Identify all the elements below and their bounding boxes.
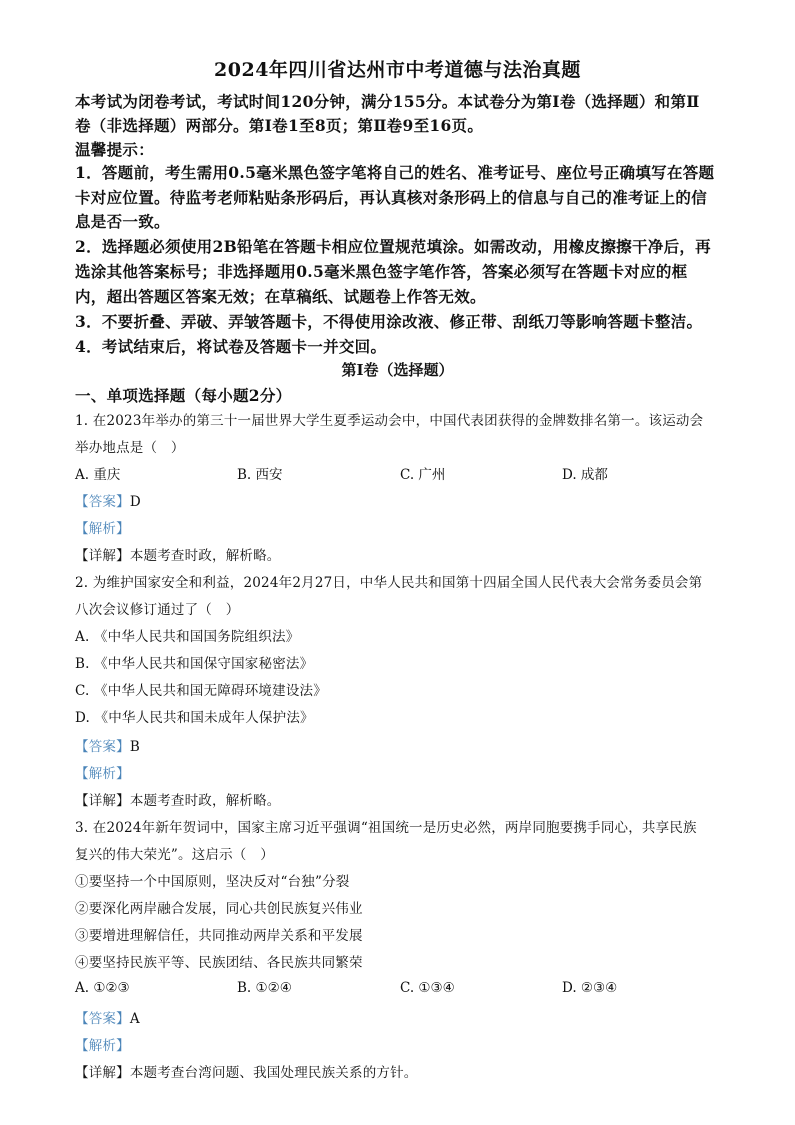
part-heading: 第Ⅰ卷（选择题）: [341, 361, 454, 379]
q2-analysis-label: 【解析】: [75, 766, 130, 782]
q2-option-d: D. 《中华人民共和国未成年人保护法》: [75, 710, 314, 726]
intro-line-2: 卷（非选择题）两部分。第Ⅰ卷1至8页；第Ⅱ卷9至16页。: [75, 116, 484, 135]
tip-line-3: 息是否一致。: [75, 212, 170, 231]
q2-detail-row: [75, 789, 281, 809]
q3-statement-2: ②要深化两岸融合发展，同心共创民族复兴伟业: [75, 901, 363, 917]
q2-answer-row: [75, 735, 140, 755]
tip-line-4: 2．选择题必须使用2B铅笔在答题卡相应位置规范填涂。如需改动，用橡皮擦擦干净后，再: [75, 237, 711, 256]
q1-option-d: D. 成都: [562, 467, 608, 483]
page-title: 2024年四川省达州市中考道德与法治真题: [214, 59, 581, 81]
intro-line-1: 本考试为闭卷考试，考试时间120分钟，满分155分。本试卷分为第Ⅰ卷（选择题）和第Ⅱ: [75, 92, 700, 111]
q3-statement-4: ④要坚持民族平等、民族团结、各民族共同繁荣: [75, 955, 363, 971]
tip-line-6: 内，超出答题区答案无效；在草稿纸、试题卷上作答无效。: [75, 287, 486, 306]
q1-answer-value: D: [129, 494, 141, 510]
tip-line-8: 4．考试结束后，将试卷及答题卡一并交回。: [75, 337, 387, 356]
q3-stem-line-1: 3. 在2024年新年贺词中，国家主席习近平强调“祖国统一是历史必然，两岸同胞要携手同心，共享民族: [75, 820, 697, 836]
q1-option-a: A. 重庆: [75, 467, 121, 483]
tip-line-7: 3．不要折叠、弄破、弄皱答题卡，不得使用涂改液、修正带、刮纸刀等影响答题卡整洁。: [75, 312, 703, 331]
q2-option-b: B. 《中华人民共和国保守国家秘密法》: [75, 656, 314, 672]
q1-detail-row: [75, 544, 281, 564]
tips-heading: 温馨提示：: [75, 140, 155, 159]
q3-answer-row: [75, 1007, 140, 1027]
tip-line-2: 卡对应位置。待监考老师粘贴条形码后，再认真核对条形码上的信息与自己的准考证上的信: [75, 188, 708, 207]
detail-label: 【详解】: [75, 793, 130, 809]
q2-option-a: A. 《中华人民共和国国务院组织法》: [75, 629, 300, 645]
q3-statement-1: ①要坚持一个中国原则，坚决反对“台独”分裂: [75, 874, 350, 890]
q2-option-c: C. 《中华人民共和国无障碍环境建设法》: [75, 683, 327, 699]
q1-stem-line-2: 举办地点是（ ）: [75, 440, 185, 456]
q2-stem-line-1: 2. 为维护国家安全和利益，2024年2月27日，中华人民共和国第十四届全国人民代表大会常务委员会第: [75, 575, 703, 591]
q2-stem-line-2: 八次会议修订通过了（ ）: [75, 602, 240, 618]
tip-line-5: 选涂其他答案标号；非选择题用0.5毫米黑色签字笔作答，答案必须写在答题卡对应的框: [75, 262, 688, 281]
detail-label: 【详解】: [75, 548, 130, 564]
q1-stem-line-1: 1. 在2023年举办的第三十一届世界大学生夏季运动会中，中国代表团获得的金牌数排名第一。该运动会: [75, 413, 704, 429]
q2-answer-value: B: [129, 739, 140, 755]
answer-label: 【答案】: [75, 1011, 130, 1027]
section-heading: 一、单项选择题（每小题2分）: [75, 386, 292, 405]
q1-analysis-label: 【解析】: [75, 521, 130, 537]
q3-stem-line-2: 复兴的伟大荣光”。这启示（ ）: [75, 847, 274, 863]
tip-line-1: 1．答题前，考生需用0.5毫米黑色签字笔将自己的姓名、准考证号、座位号正确填写在答题: [75, 163, 715, 182]
answer-label: 【答案】: [75, 494, 130, 510]
answer-label: 【答案】: [75, 739, 130, 755]
q3-answer-value: A: [129, 1011, 140, 1027]
q3-statement-3: ③要增进理解信任，共同推动两岸关系和平发展: [75, 928, 363, 944]
q1-answer-row: [75, 490, 141, 510]
q3-analysis-label: 【解析】: [75, 1038, 130, 1054]
q1-option-b: B. 西安: [237, 467, 283, 483]
q1-option-c: C. 广州: [400, 467, 446, 483]
q3-option-a: A. ①②③: [75, 980, 130, 996]
q1-detail-text: 本题考查时政，解析略。: [129, 548, 281, 564]
q3-option-c: C. ①③④: [400, 980, 455, 996]
detail-label: 【详解】: [75, 1065, 130, 1081]
q3-option-b: B. ①②④: [237, 980, 292, 996]
q2-detail-text: 本题考查时政，解析略。: [129, 793, 281, 809]
q3-detail-row: [75, 1061, 418, 1081]
q3-option-d: D. ②③④: [562, 980, 618, 996]
q3-detail-text: 本题考查台湾问题、我国处理民族关系的方针。: [129, 1065, 418, 1081]
